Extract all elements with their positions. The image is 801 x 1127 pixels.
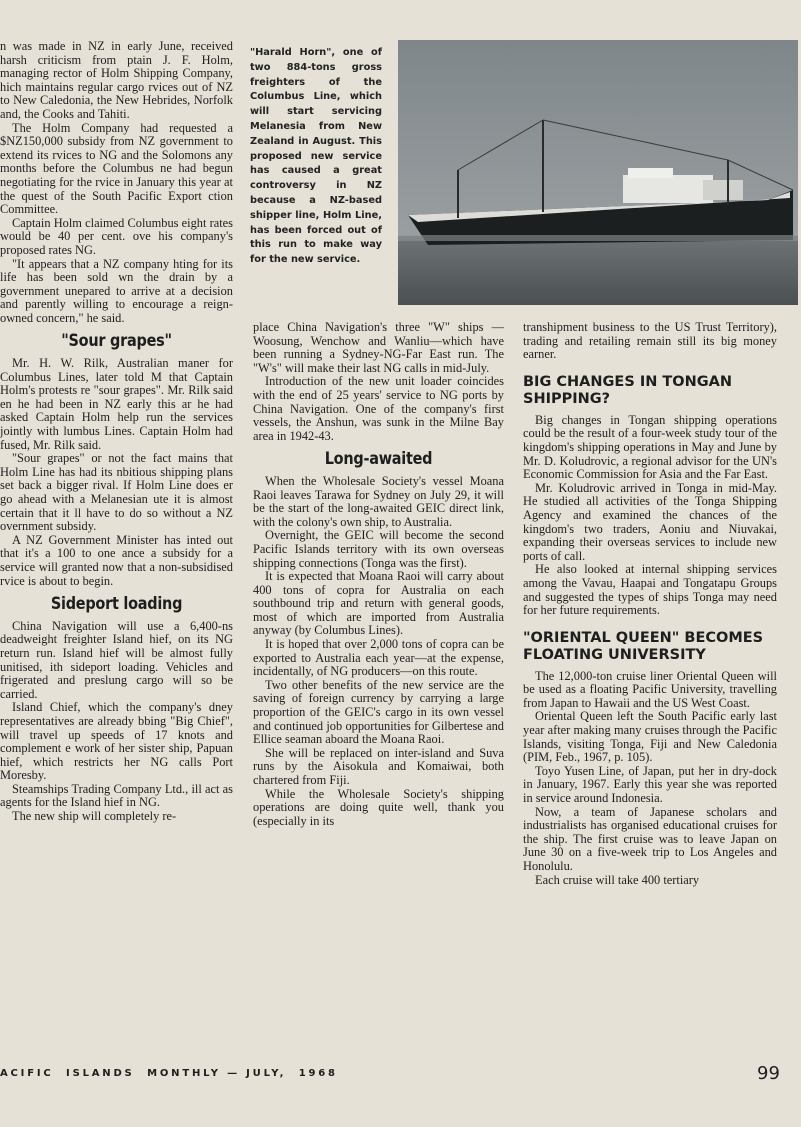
paragraph: Captain Holm claimed Columbus eight rates would be 40 per cent. ove his company's proposed rates NG. xyxy=(0,215,233,257)
paragraph: Oriental Queen left the South Pacific early last year after making many cruises through the Pacific Islands, visiting Tonga, Fiji and New Caledonia (PIM, Feb., 1967, p. 105). xyxy=(523,709,777,765)
paragraph: While the Wholesale Society's shipping operations are doing quite well, thank you (especially in its xyxy=(253,786,504,828)
heading-tongan-shipping: BIG CHANGES IN TONGAN SHIPPING? xyxy=(523,373,733,407)
paragraph: Introduction of the new unit loader coincides with the end of 25 years' service to NG ports by China Navigation. One of the company's first vessels, the Anshun, was sunk in the Milne Bay area in 1942-43. xyxy=(253,374,504,443)
paragraph: n was made in NZ in early June, received harsh criticism from ptain J. F. Holm, managing rector of Holm Shipping Company, hich maintains regular cargo rvices out of NZ to New Caledonia, the New Hebrides, Norfolk and, the Cooks and Tahiti. xyxy=(0,40,233,121)
paragraph: Each cruise will take 400 tertiary xyxy=(535,872,700,887)
paragraph: When the Wholesale Society's vessel Moana Raoi leaves Tarawa for Sydney on July 29, it will be the start of the long-awaited GEIC direct link, with the colony's own ship, to Australia. xyxy=(253,473,504,529)
subheading-long-awaited: Long-awaited xyxy=(324,449,433,470)
paragraph: Now, a team of Japanese scholars and industrialists has organised educational cruises for the ship. The first cruise was to leave Japan on June 30 on a five-week trip to Los Angeles and Honolulu. xyxy=(523,804,777,873)
paragraph: It is expected that Moana Raoi will carry about 400 tons of copra for Australia on each southbound trip and return with general goods, most of which are imported from Australia anyway (by Columbus Lines). xyxy=(253,569,504,638)
paragraph: Mr. H. W. Rilk, Australian maner for Columbus Lines, later told M that Captain Holm's protests re "sour grapes". Mr. Rilk said en he had been in NZ early this ar he had asked Captain Holm help run the services jointly with lumbus Lines. Captain Holm had fused, Mr. Rilk said. xyxy=(0,356,233,452)
column-2 xyxy=(253,321,504,1055)
ship-illustration xyxy=(398,40,798,305)
paragraph: Mr. Koludrovic arrived in Tonga in mid-May. He studied all activities of the Tonga Shipping Agency and examined the chances of the kingdom's two traders, Aoniu and Niuvakai, expanding their overseas services to include new ports of call. xyxy=(523,480,777,563)
paragraph: transhipment business to the US Trust Territory), trading and retailing remain still its big money earner. xyxy=(523,321,777,362)
heading-oriental-queen: "ORIENTAL QUEEN" BECOMES FLOATING UNIVERSITY xyxy=(523,629,764,663)
paragraph: Steamships Trading Company Ltd., ill act as agents for the Island hief in NG. xyxy=(0,781,233,810)
paragraph: The 12,000-ton cruise liner Oriental Queen will be used as a floating Pacific University, travelling from Japan to Hawaii and the US West Coast. xyxy=(523,668,777,710)
paragraph: It is hoped that over 2,000 tons of copra can be exported to Australia each year—at the expense, incidentally, of NG producers—on this route. xyxy=(253,637,504,679)
running-footer: ACIFIC ISLANDS MONTHLY — JULY, 1968 xyxy=(0,1068,338,1079)
paragraph: The Holm Company had requested a $NZ150,000 subsidy from NZ government to extend its rvices to NG and the Solomons any months before the Columbus ne had begun negotiating for the rvice in January this year at the quest of the South Pacific Export ction Committee. xyxy=(0,120,233,217)
paragraph: China Navigation will use a 6,400-ns deadweight freighter Island hief, on its NG return run. Island hief will be almost fully unitised, ith sideport loading. Vehicles and frigerated and preslung cargo will so be carried. xyxy=(0,618,233,701)
paragraph: She will be replaced on inter-island and Suva runs by the Aisokula and Komaiwai, both chartered from Fiji. xyxy=(253,745,504,787)
paragraph: Overnight, the GEIC will become the second Pacific Islands territory with its own overseas shipping connections (Tonga was the first). xyxy=(253,528,504,570)
paragraph: A NZ Government Minister has inted out that it's a 100 to one ance a subsidy for a service will granted now that a non-subsidised rvice is about to begin. xyxy=(0,532,233,588)
paragraph: Big changes in Tongan shipping operations could be the result of a four-week study tour of the kingdom's shipping operations in May and June by Mr. D. Koludrovic, a regional advisor for the UN's Economic Commission for Asia and the Far East. xyxy=(523,412,777,482)
photo-caption: "Harald Horn", one of two 884-tons gross freighters of the Columbus Line, which will start servicing Melanesia from New Zealand in August. This proposed new service has caused a great controversy in NZ because a NZ-based shipper line, Holm Line, has been forced out of this run to make way for the new service. xyxy=(250,47,382,266)
ship-photo xyxy=(398,40,798,305)
paragraph: Two other benefits of the new service are the saving of foreign currency by carrying a large proportion of the GEIC's cargo in its own vessel and continued job opportunities for Gilbertese and Ellice seaman aboard the Moana Raoi. xyxy=(253,677,504,747)
subheading-sideport-loading: Sideport loading xyxy=(50,594,183,615)
paragraph: He also looked at internal shipping services among the Vavau, Haapai and Tongatapu Groups and suggested the types of ships Tonga may need for her future requirements. xyxy=(523,562,777,618)
paragraph: The new ship will completely re- xyxy=(12,809,177,824)
paragraph: "Sour grapes" or not the fact mains that Holm Line has had its nbitious shipping plans set back a bigger rival. If Holm Line does er go ahead with a Melanesian ute it is almost certain that it ll have to do so without a NZ overnment subsidy. xyxy=(0,451,233,534)
column-3 xyxy=(523,321,777,1055)
column-1 xyxy=(0,40,233,1055)
paragraph: "It appears that a NZ company hting for its life has been sold wn the drain by a government unepared to arrive at a decision and parently willing to encourage a reign-owned concern," he said. xyxy=(0,256,233,325)
subheading-sour-grapes: "Sour grapes" xyxy=(61,331,172,352)
page-number: 99 xyxy=(757,1063,780,1084)
paragraph: Toyo Yusen Line, of Japan, put her in dry-dock in January, 1967. Early this year she was reported in service around Indonesia. xyxy=(523,763,777,806)
paragraph: place China Navigation's three "W" ships — Woosung, Wenchow and Wanliu—which have been running a Sydney-NG-Far East run. The "W's" will make their last NG calls in mid-July. xyxy=(253,321,504,375)
paragraph: Island Chief, which the company's dney representatives are already bbing "Big Chief", will travel up speeds of 17 knots and complement e work of her sister ship, Papuan hief, which restricts her NG calls Port Moresby. xyxy=(0,700,233,783)
